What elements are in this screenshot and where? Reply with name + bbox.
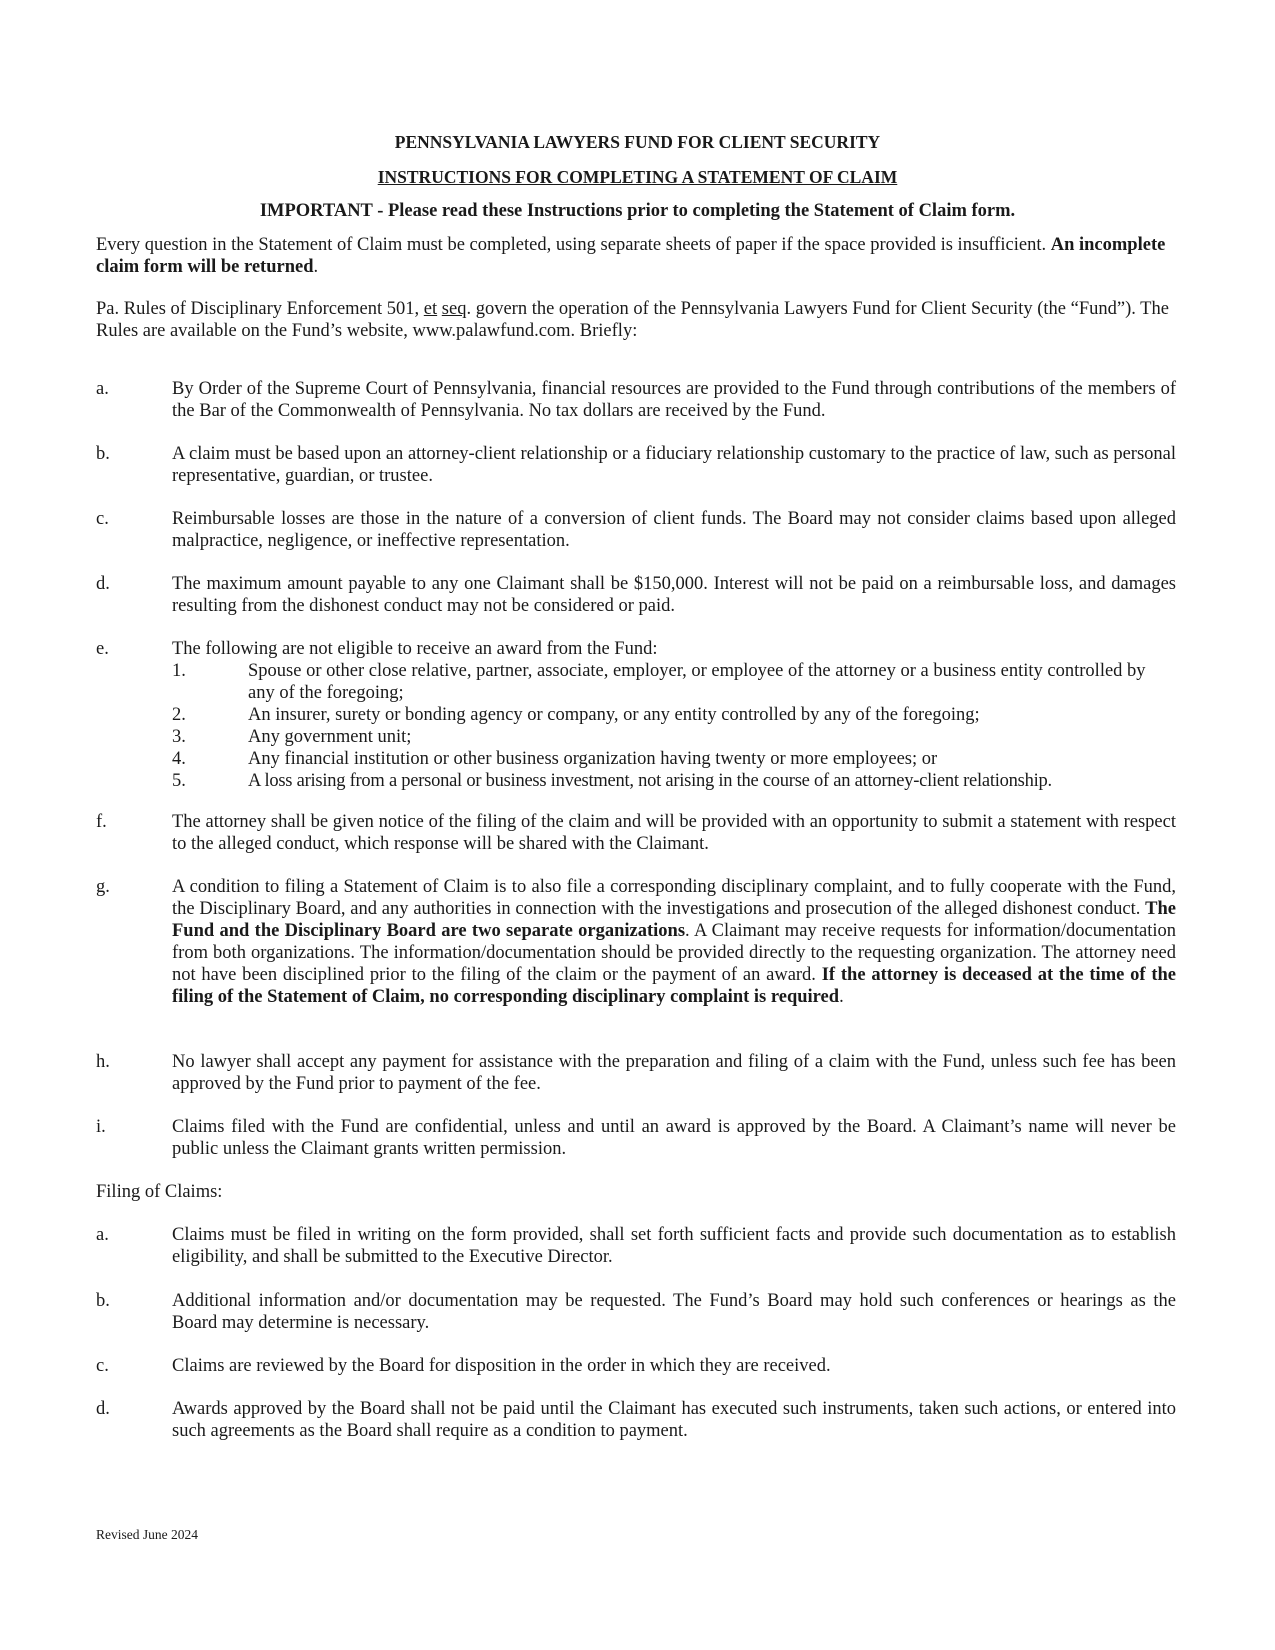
rule-c-label: c. bbox=[96, 509, 109, 529]
rule-e-subitem bbox=[172, 748, 1176, 770]
rule-a bbox=[96, 378, 1176, 422]
filing-a-text: Claims must be filed in writing on the form provided, shall set forth sufficient facts and provide such documentation as to establish eligibility, and shall be submitted to the Executive Director. bbox=[172, 1225, 1176, 1267]
rule-f bbox=[96, 811, 1176, 855]
rule-c bbox=[96, 508, 1176, 552]
rule-g-separate-orgs: The Fund and the Disciplinary Board are two separate organizations bbox=[172, 899, 1176, 941]
intro-paragraph-1 bbox=[96, 234, 1176, 278]
filing-b-text: Additional information and/or documentation may be requested. The Fund’s Board may hold such conferences or hearings as the Board may determine is necessary. bbox=[172, 1291, 1176, 1333]
revision-date: Revised June 2024 bbox=[96, 1527, 198, 1542]
rule-g-part-1: A condition to filing a Statement of Claim is to also file a corresponding disciplinary complaint, and to fully cooperate with the Fund, the Disciplinary Board, and any authorities in connection with the investigations and prosecution of the alleged dishonest conduct. bbox=[172, 877, 1176, 919]
rule-g bbox=[96, 876, 1176, 1008]
filing-c bbox=[96, 1355, 1176, 1377]
rule-i-label: i. bbox=[96, 1117, 106, 1137]
rule-h bbox=[96, 1051, 1176, 1095]
intro-period: . bbox=[313, 257, 319, 277]
subitem-number: 5. bbox=[172, 771, 186, 791]
rule-a-text: By Order of the Supreme Court of Pennsylvania, financial resources are provided to the Fund through contributions of the members of the Bar of the Commonwealth of Pennsylvania. No tax dollars are received by the Fund. bbox=[172, 379, 1176, 421]
filing-b-label: b. bbox=[96, 1291, 110, 1311]
rule-d bbox=[96, 573, 1176, 617]
rule-e-subitem bbox=[172, 660, 1176, 704]
rule-f-text: The attorney shall be given notice of the filing of the claim and will be provided with an opportunity to submit a statement with respect to the alleged conduct, which response will be shared with the Claimant. bbox=[172, 812, 1176, 854]
rule-e-subitem bbox=[172, 770, 1176, 792]
rule-h-text: No lawyer shall accept any payment for assistance with the preparation and filing of a claim with the Fund, unless such fee has been approved by the Fund prior to payment of the fee. bbox=[172, 1052, 1176, 1094]
subitem-number: 2. bbox=[172, 705, 186, 725]
rule-b bbox=[96, 443, 1176, 487]
filing-d-label: d. bbox=[96, 1399, 110, 1419]
subitem-number: 4. bbox=[172, 749, 186, 769]
subitem-text: An insurer, surety or bonding agency or company, or any entity controlled by any of the foregoing; bbox=[248, 705, 980, 725]
rule-b-text: A claim must be based upon an attorney-client relationship or a fiduciary relationship customary to the practice of law, such as personal representative, guardian, or trustee. bbox=[172, 444, 1176, 486]
subitem-text: Spouse or other close relative, partner, associate, employer, or employee of the attorney or a business entity controlled by any of the foregoing; bbox=[248, 661, 1146, 703]
rule-g-label: g. bbox=[96, 877, 110, 897]
rule-g-deceased-note: If the attorney is deceased at the time of the filing of the Statement of Claim, no corresponding disciplinary complaint is required bbox=[172, 965, 1176, 1007]
rules-ref-rest: . govern the operation of the Pennsylvania Lawyers Fund for Client Security (the “Fund”). The Rules are available on the Fund’s website, www.palawfund.com. Briefly: bbox=[96, 299, 1169, 341]
subitem-text: A loss arising from a personal or business investment, not arising in the course of an attorney-client relationship. bbox=[248, 771, 1052, 791]
rule-e-subitem bbox=[172, 704, 1176, 726]
intro-text: Every question in the Statement of Claim must be completed, using separate sheets of paper if the space provided is insufficient. bbox=[96, 235, 1047, 255]
subitem-text: Any government unit; bbox=[248, 727, 412, 747]
filing-c-text: Claims are reviewed by the Board for disposition in the order in which they are received. bbox=[172, 1356, 831, 1376]
subitem-text: Any financial institution or other business organization having twenty or more employees; or bbox=[248, 749, 938, 769]
rule-e-text: The following are not eligible to receive an award from the Fund: bbox=[172, 639, 658, 659]
filing-a bbox=[96, 1224, 1176, 1268]
document-title: INSTRUCTIONS FOR COMPLETING A STATEMENT OF CLAIM bbox=[377, 167, 898, 187]
filing-heading: Filing of Claims: bbox=[96, 1182, 223, 1202]
filing-d-text: Awards approved by the Board shall not be paid until the Claimant has executed such instruments, taken such actions, or entered into such agreements as the Board shall require as a condition to payment. bbox=[172, 1399, 1176, 1441]
rule-a-label: a. bbox=[96, 379, 109, 399]
filing-b bbox=[96, 1290, 1176, 1334]
important-notice: IMPORTANT - Please read these Instructions prior to completing the Statement of Claim form. bbox=[259, 201, 1016, 221]
rule-c-text: Reimbursable losses are those in the nature of a conversion of client funds. The Board may not consider claims based upon alleged malpractice, negligence, or ineffective representation. bbox=[172, 509, 1176, 551]
filing-a-label: a. bbox=[96, 1225, 109, 1245]
rule-i-text: Claims filed with the Fund are confidential, unless and until an award is approved by the Board. A Claimant’s name will never be public unless the Claimant grants written permission. bbox=[172, 1117, 1176, 1159]
rule-g-part-3: . bbox=[839, 987, 844, 1007]
rule-g-part-2: . A Claimant may receive requests for information/documentation from both organizations. The information/documentation should be provided directly to the requesting organization. The attorney need not have been disciplined prior to the filing of the claim or the payment of an award. bbox=[172, 921, 1176, 985]
subitem-number: 1. bbox=[172, 661, 186, 681]
filing-c-label: c. bbox=[96, 1356, 109, 1376]
rule-d-label: d. bbox=[96, 574, 110, 594]
rule-e-subitem bbox=[172, 726, 1176, 748]
rules-seq: seq bbox=[441, 299, 467, 319]
rule-e-label: e. bbox=[96, 639, 109, 659]
intro-paragraph-2 bbox=[96, 298, 1176, 342]
incomplete-warning: An incomplete claim form will be returned bbox=[96, 235, 1166, 277]
rule-b-label: b. bbox=[96, 444, 110, 464]
filing-d bbox=[96, 1398, 1176, 1442]
rule-g-text bbox=[172, 876, 1176, 1008]
rules-et: et bbox=[423, 299, 438, 319]
rule-h-label: h. bbox=[96, 1052, 110, 1072]
rule-i bbox=[96, 1116, 1176, 1160]
rules-ref-text: Pa. Rules of Disciplinary Enforcement 501, bbox=[96, 299, 424, 319]
rule-e bbox=[96, 638, 1176, 792]
rule-f-label: f. bbox=[96, 812, 107, 832]
org-title: PENNSYLVANIA LAWYERS FUND FOR CLIENT SECURITY bbox=[394, 132, 881, 152]
rule-d-text: The maximum amount payable to any one Claimant shall be $150,000. Interest will not be paid on a reimbursable loss, and damages resulting from the dishonest conduct may not be considered or paid. bbox=[172, 574, 1176, 616]
subitem-number: 3. bbox=[172, 727, 186, 747]
